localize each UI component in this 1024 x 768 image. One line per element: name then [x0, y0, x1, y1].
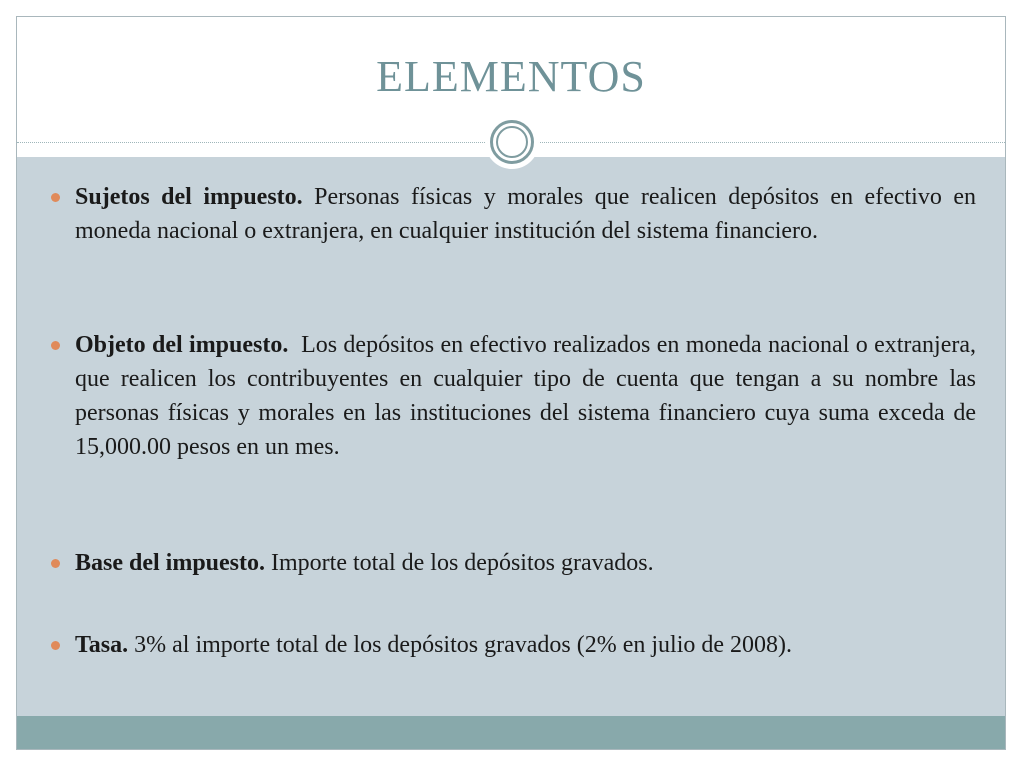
round-bullet-icon — [51, 341, 60, 350]
bullet-list — [17, 17, 1005, 749]
bullet-term: Base del impuesto. — [75, 550, 266, 576]
bullet-item-sujetos — [75, 180, 976, 248]
bullet-term: Tasa. — [75, 632, 129, 658]
bullet-text: Los depósitos en efectivo realizados en moneda nacional o extranjera, que realicen los contribuyentes en cualquier tipo de cuenta que tengan a su nombre las personas físicas y morales en las instituciones del sistema financiero cuya suma exceda de 15,000.00 pesos en un mes. — [75, 332, 976, 460]
slide-title: ELEMENTOS — [376, 52, 646, 101]
round-bullet-icon — [51, 559, 60, 568]
round-bullet-icon — [51, 641, 60, 650]
round-bullet-icon — [51, 193, 60, 202]
bullet-item-base — [75, 546, 976, 580]
bullet-item-tasa — [75, 628, 976, 662]
bullet-text: 3% al importe total de los depósitos gravados (2% en julio de 2008). — [128, 632, 793, 658]
bullet-item-objeto — [75, 328, 976, 464]
bullet-text: Personas físicas y morales que realicen depósitos en efectivo en moneda nacional o extranjera, en cualquier institución del sistema financiero. — [75, 184, 976, 244]
bullet-term: Sujetos del impuesto. — [75, 184, 303, 210]
bullet-term: Objeto del impuesto. — [75, 332, 289, 358]
presentation-slide — [16, 16, 1006, 750]
bullet-text: Importe total de los depósitos gravados. — [265, 550, 654, 576]
